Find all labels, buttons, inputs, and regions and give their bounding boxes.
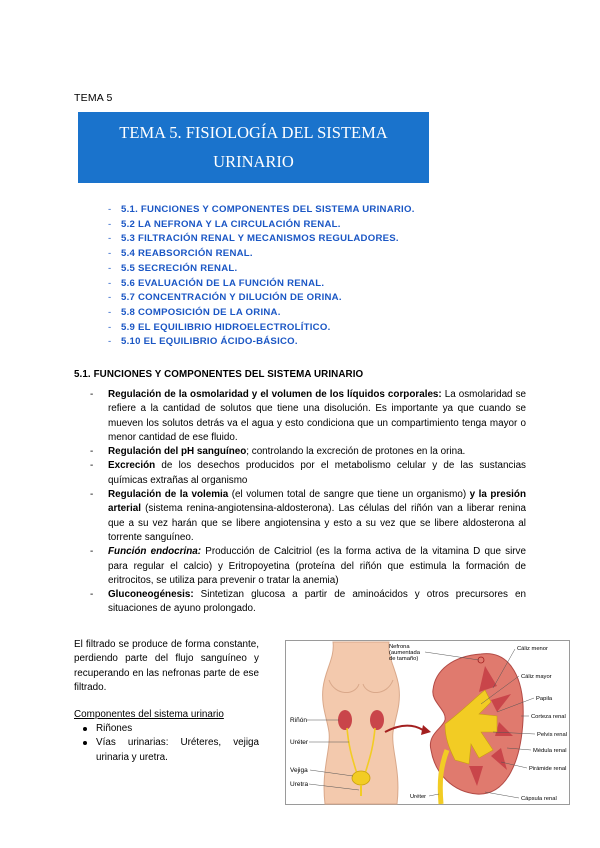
- function-item: [90, 445, 526, 459]
- function-text: (el volumen total de sangre que tiene un organismo): [228, 489, 470, 501]
- function-term: Función endocrina:: [108, 546, 202, 558]
- left-column: [74, 638, 259, 765]
- function-term: Regulación de la osmolaridad y el volumen de los líquidos corporales:: [108, 389, 442, 400]
- toc-item[interactable]: - 5.3 FILTRACIÓN RENAL Y MECANISMOS REGULADORES.: [108, 232, 415, 247]
- page-header-label: TEMA 5: [74, 92, 113, 104]
- function-text: Sintetizan glucosa a partir de aminoácidos y otros precursores en situaciones de ayuno prolongado.: [108, 589, 526, 615]
- function-term: Regulación del pH sanguíneo: [108, 446, 247, 458]
- function-item: [90, 588, 526, 617]
- label-pelvis: Pelvis renal: [537, 732, 567, 738]
- label-ureter-left: Uréter: [290, 739, 309, 746]
- label-piramide: Pirámide renal: [529, 766, 567, 772]
- function-text: (sistema renina-angiotensina-aldosterona). Las células del riñón van a liberar renina que a su vez harán que se libere angiotensina y esto a su vez que se libere aldosterona al torrente sanguíneo.: [108, 503, 526, 543]
- toc-item[interactable]: - 5.4 REABSORCIÓN RENAL.: [108, 247, 415, 262]
- components-heading: Componentes del sistema urinario: [74, 709, 224, 721]
- label-caliz-menor: Cáliz menor: [517, 646, 548, 652]
- urinary-system-figure: [285, 640, 570, 805]
- function-item: [90, 388, 526, 445]
- title-line-1: TEMA 5. FISIOLOGÍA DEL SISTEMA: [119, 123, 388, 142]
- label-nefrona-note1: (aumentada: [389, 650, 420, 656]
- bladder-shape: [352, 771, 370, 785]
- label-uretra: Uretra: [290, 781, 309, 788]
- toc-item[interactable]: - 5.10 EL EQUILIBRIO ÁCIDO-BÁSICO.: [108, 335, 415, 350]
- label-ureter-bottom: Uréter: [410, 794, 427, 800]
- toc-item[interactable]: - 5.5 SECRECIÓN RENAL.: [108, 262, 415, 277]
- label-caliz-mayor: Cáliz mayor: [521, 674, 552, 680]
- label-capsula: Cápsula renal: [521, 796, 557, 802]
- function-text: Producción de Calcitriol (es la forma activa de la vitamina D que sirve para regular el calcio) y Eritropoyetina (proteína del riñón que estimula la formación de eritrocitos, se utiliza para prevenir o tratar la anemia): [108, 546, 526, 586]
- toc-item[interactable]: - 5.9 EL EQUILIBRIO HIDROELECTROLÍTICO.: [108, 321, 415, 336]
- function-item: [90, 488, 526, 545]
- function-text: La osmolaridad se refiere a la cantidad de solutos que tiene una disolución. Es importante ya que cuando se mueven los solutos detrás va el agua y esto condiciona que un compartimiento tenga mayor o menor cantidad de ese fluido.: [108, 389, 527, 443]
- title-banner: [78, 112, 429, 183]
- label-papila: Papila: [536, 696, 553, 702]
- label-vejiga: Vejiga: [290, 767, 308, 774]
- label-medula: Médula renal: [533, 748, 567, 754]
- function-term: Gluconeogénesis:: [108, 589, 194, 601]
- toc-item[interactable]: - 5.6 EVALUACIÓN DE LA FUNCIÓN RENAL.: [108, 277, 415, 292]
- components-list: [74, 722, 259, 765]
- label-rinon: Riñón: [290, 717, 307, 724]
- components-item: Riñones: [74, 722, 259, 736]
- kidney-right-small: [370, 710, 384, 730]
- anatomy-illustration: [285, 640, 570, 805]
- toc-item[interactable]: - 5.2 LA NEFRONA Y LA CIRCULACIÓN RENAL.: [108, 218, 415, 233]
- function-item: [90, 545, 526, 588]
- function-term: Excreción: [108, 460, 156, 472]
- function-item: [90, 459, 526, 488]
- kidney-left-small: [338, 710, 352, 730]
- table-of-contents: [108, 203, 415, 350]
- toc-item[interactable]: - 5.1. FUNCIONES Y COMPONENTES DEL SISTEMA URINARIO.: [108, 203, 415, 218]
- toc-item[interactable]: - 5.8 COMPOSICIÓN DE LA ORINA.: [108, 306, 415, 321]
- section-heading: 5.1. FUNCIONES Y COMPONENTES DEL SISTEMA URINARIO: [74, 369, 364, 380]
- filtrate-paragraph: El filtrado se produce de forma constante, perdiendo parte del flujo sanguíneo y recuperando en las nefronas parte de ese filtrado.: [74, 639, 259, 693]
- function-term: y la presión arterial: [108, 489, 526, 515]
- title-line-2: URINARIO: [213, 152, 294, 171]
- label-corteza: Corteza renal: [531, 714, 566, 720]
- function-text: de los desechos producidos por el metabolismo celular y de las sustancias químicas extrañas al organismo: [108, 460, 526, 486]
- label-nefrona-note2: de tamaño): [389, 656, 419, 662]
- toc-item[interactable]: - 5.7 CONCENTRACIÓN Y DILUCIÓN DE ORINA.: [108, 291, 415, 306]
- function-list: [90, 388, 526, 617]
- label-nefrona: Nefrona: [389, 644, 410, 650]
- function-text: ; controlando la excreción de protones en la orina.: [246, 446, 466, 458]
- function-term: Regulación de la volemia: [108, 489, 229, 501]
- components-item: Vías urinarias: Uréteres, vejiga urinaria y uretra.: [74, 736, 259, 765]
